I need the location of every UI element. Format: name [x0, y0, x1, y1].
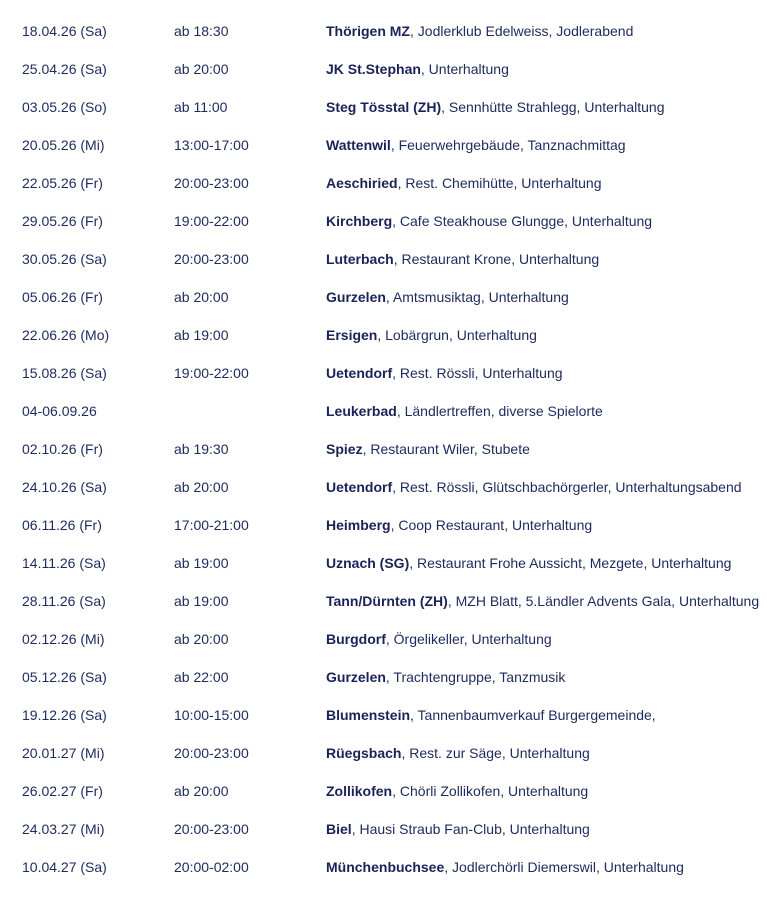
event-place: Uetendorf: [326, 479, 393, 495]
event-details: , Coop Restaurant, Unterhaltung: [390, 517, 593, 533]
event-details: , Restaurant Krone, Unterhaltung: [393, 251, 600, 267]
event-description: [326, 696, 656, 734]
event-row: [0, 810, 767, 848]
event-details: , Cafe Steakhouse Glungge, Unterhaltung: [392, 213, 653, 229]
event-date: 20.01.27 (Mi): [22, 745, 105, 761]
event-row: [0, 164, 767, 202]
event-description: [326, 202, 652, 240]
event-time: ab 11:00: [174, 99, 228, 115]
event-details: , MZH Blatt, 5.Ländler Advents Gala, Unterhaltung: [447, 593, 760, 609]
event-time: ab 20:00: [174, 631, 229, 647]
event-details: , Rest. Chemihütte, Unterhaltung: [397, 175, 602, 191]
event-details: , Ländlertreffen, diverse Spielorte: [396, 403, 603, 419]
event-details: , Feuerwehrgebäude, Tanznachmittag: [390, 137, 626, 153]
event-row: [0, 430, 767, 468]
event-date: 04-06.09.26: [22, 403, 97, 419]
event-description: [326, 88, 665, 126]
event-row: [0, 202, 767, 240]
event-date: 03.05.26 (So): [22, 99, 107, 115]
event-row: [0, 278, 767, 316]
event-date: 20.05.26 (Mi): [22, 137, 105, 153]
event-description: [326, 810, 590, 848]
event-date: 24.03.27 (Mi): [22, 821, 105, 837]
event-details: , Lobärgrun, Unterhaltung: [377, 327, 537, 343]
event-row: [0, 582, 767, 620]
event-date: 22.05.26 (Fr): [22, 175, 103, 191]
event-date: 30.05.26 (Sa): [22, 251, 107, 267]
event-description: [326, 392, 603, 430]
event-row: [0, 392, 767, 430]
event-date: 19.12.26 (Sa): [22, 707, 107, 723]
event-date: 10.04.27 (Sa): [22, 859, 107, 875]
event-date: 22.06.26 (Mo): [22, 327, 110, 343]
event-place: Spiez: [326, 441, 363, 457]
event-description: [326, 848, 684, 886]
event-time: ab 19:00: [174, 327, 229, 343]
event-time: ab 19:00: [174, 555, 229, 571]
event-place: Ersigen: [326, 327, 378, 343]
event-time: 20:00-23:00: [174, 251, 249, 267]
event-description: [326, 50, 509, 88]
event-details: , Jodlerklub Edelweiss, Jodlerabend: [410, 23, 634, 39]
event-row: [0, 50, 767, 88]
event-row: [0, 88, 767, 126]
event-description: [326, 544, 731, 582]
event-description: [326, 164, 601, 202]
event-description: [326, 620, 552, 658]
event-details: , Rest. zur Säge, Unterhaltung: [401, 745, 590, 761]
event-details: , Tannenbaumverkauf Burgergemeinde,: [410, 707, 656, 723]
event-place: Gurzelen: [326, 669, 386, 685]
event-row: [0, 468, 767, 506]
event-time: ab 20:00: [174, 479, 229, 495]
event-place: Thörigen MZ: [326, 23, 410, 39]
event-place: Burgdorf: [326, 631, 386, 647]
event-place: Blumenstein: [326, 707, 411, 723]
event-time: 20:00-23:00: [174, 175, 249, 191]
event-schedule: [0, 12, 767, 886]
event-place: Steg Tösstal (ZH): [326, 99, 442, 115]
event-place: Leukerbad: [326, 403, 397, 419]
event-time: ab 22:00: [174, 669, 229, 685]
event-description: [326, 468, 742, 506]
event-description: [326, 278, 569, 316]
event-description: [326, 772, 588, 810]
event-description: [326, 658, 565, 696]
event-row: [0, 240, 767, 278]
event-place: Kirchberg: [326, 213, 393, 229]
event-details: , Rest. Rössli, Glütschbachörgerler, Unterhaltungsabend: [392, 479, 742, 495]
event-place: Rüegsbach: [326, 745, 402, 761]
event-details: , Hausi Straub Fan-Club, Unterhaltung: [351, 821, 590, 837]
event-place: Aeschiried: [326, 175, 398, 191]
event-place: Uznach (SG): [326, 555, 410, 571]
event-description: [326, 316, 537, 354]
event-description: [326, 354, 563, 392]
event-place: Münchenbuchsee: [326, 859, 445, 875]
event-time: 19:00-22:00: [174, 213, 249, 229]
event-time: 19:00-22:00: [174, 365, 249, 381]
event-row: [0, 620, 767, 658]
event-date: 26.02.27 (Fr): [22, 783, 103, 799]
event-description: [326, 506, 592, 544]
event-details: , Unterhaltung: [420, 61, 509, 77]
event-date: 05.06.26 (Fr): [22, 289, 103, 305]
event-date: 14.11.26 (Sa): [22, 555, 106, 571]
event-row: [0, 734, 767, 772]
event-time: ab 20:00: [174, 61, 229, 77]
event-time: 10:00-15:00: [174, 707, 249, 723]
event-row: [0, 658, 767, 696]
event-details: , Trachtengruppe, Tanzmusik: [385, 669, 566, 685]
event-place: Gurzelen: [326, 289, 386, 305]
event-time: 20:00-23:00: [174, 821, 249, 837]
event-date: 15.08.26 (Sa): [22, 365, 107, 381]
event-row: [0, 544, 767, 582]
event-time: ab 19:30: [174, 441, 229, 457]
event-place: Uetendorf: [326, 365, 393, 381]
event-place: Heimberg: [326, 517, 391, 533]
event-date: 18.04.26 (Sa): [22, 23, 107, 39]
event-details: , Örgelikeller, Unterhaltung: [385, 631, 552, 647]
event-details: , Restaurant Frohe Aussicht, Mezgete, Unterhaltung: [409, 555, 732, 571]
event-place: Luterbach: [326, 251, 394, 267]
event-row: [0, 848, 767, 886]
event-details: , Rest. Rössli, Unterhaltung: [392, 365, 563, 381]
event-time: 13:00-17:00: [174, 137, 249, 153]
event-row: [0, 696, 767, 734]
event-description: [326, 430, 530, 468]
event-row: [0, 126, 767, 164]
event-row: [0, 12, 767, 50]
event-time: ab 20:00: [174, 783, 229, 799]
event-date: 29.05.26 (Fr): [22, 213, 103, 229]
event-time: ab 18:30: [174, 23, 229, 39]
event-time: 17:00-21:00: [174, 517, 249, 533]
event-place: JK St.Stephan: [326, 61, 421, 77]
event-time: 20:00-02:00: [174, 859, 249, 875]
event-description: [326, 126, 626, 164]
event-date: 06.11.26 (Fr): [22, 517, 102, 533]
event-row: [0, 506, 767, 544]
event-place: Wattenwil: [326, 137, 391, 153]
event-details: , Jodlerchörli Diemerswil, Unterhaltung: [444, 859, 684, 875]
event-date: 05.12.26 (Sa): [22, 669, 107, 685]
event-description: [326, 12, 633, 50]
event-place: Biel: [326, 821, 352, 837]
event-description: [326, 582, 759, 620]
event-details: , Sennhütte Strahlegg, Unterhaltung: [441, 99, 665, 115]
event-details: , Restaurant Wiler, Stubete: [362, 441, 530, 457]
event-row: [0, 354, 767, 392]
event-place: Tann/Dürnten (ZH): [326, 593, 448, 609]
event-date: 25.04.26 (Sa): [22, 61, 107, 77]
event-details: , Amtsmusiktag, Unterhaltung: [385, 289, 569, 305]
event-description: [326, 240, 599, 278]
event-time: ab 19:00: [174, 593, 229, 609]
event-place: Zollikofen: [326, 783, 393, 799]
event-date: 02.12.26 (Mi): [22, 631, 105, 647]
event-date: 28.11.26 (Sa): [22, 593, 106, 609]
event-description: [326, 734, 590, 772]
event-details: , Chörli Zollikofen, Unterhaltung: [392, 783, 589, 799]
event-time: 20:00-23:00: [174, 745, 249, 761]
event-row: [0, 772, 767, 810]
event-date: 02.10.26 (Fr): [22, 441, 103, 457]
event-time: ab 20:00: [174, 289, 229, 305]
event-row: [0, 316, 767, 354]
event-date: 24.10.26 (Sa): [22, 479, 107, 495]
